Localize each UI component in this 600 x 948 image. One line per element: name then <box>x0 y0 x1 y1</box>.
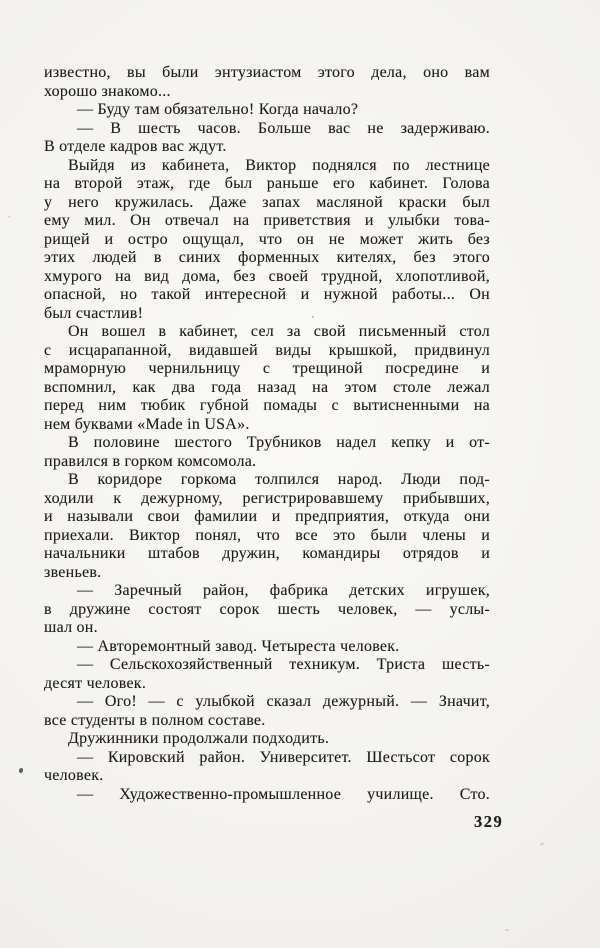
text-line: мраморную чернильницу с трещиной посредине и <box>44 360 490 377</box>
text-line: правился в горком комсомола. <box>44 452 257 470</box>
text-line: ходили к дежурному, регистрировавшему прибывших, <box>44 489 490 507</box>
text-line: человек. <box>44 767 104 784</box>
text-line: — Буду там обязательно! Когда начало? <box>77 101 359 118</box>
text-line: Дружинники продолжали подходить. <box>68 730 330 747</box>
text-line: с исцарапанной, видавшей виды крышкой, придвинул <box>44 341 490 359</box>
text-line: известно, вы были энтузиастом этого дела, оно вам <box>44 64 490 81</box>
text-line: — Кировский район. Университет. Шестьсот сорок <box>77 748 490 766</box>
text-line: все студенты в полном составе. <box>44 711 266 729</box>
text-line: — Ого! — с улыбкой сказал дежурный. — Значит, <box>77 693 490 710</box>
text-line: приехали. Виктор понял, что все это были члены и <box>44 526 490 544</box>
text-line: ему мил. Он отвечал на приветствия и улыбки това- <box>44 212 490 229</box>
text-line: перед ним тюбик губной помады с вытисненными на <box>44 397 490 414</box>
text-line: — Авторемонтный завод. Четыреста человек. <box>77 637 400 655</box>
text-line: этих людей в синих форменных кителях, без этого <box>44 249 490 266</box>
text-line: вспомнил, как два года назад на этом столе лежал <box>44 378 490 396</box>
text-line: нем буквами «Made in USA». <box>44 415 250 433</box>
text-line: на второй этаж, где был раньше его кабинет. Голова <box>44 175 490 192</box>
text-line: начальники штабов дружин, командиры отрядов и <box>44 545 490 562</box>
text-line: хорошо знакомо... <box>44 82 171 100</box>
text-line: В половине шестого Трубников надел кепку и от- <box>68 434 490 451</box>
scan-speck <box>8 216 11 218</box>
page-number: 329 <box>474 812 504 831</box>
page-text <box>44 64 490 804</box>
scan-speck <box>540 842 544 846</box>
text-line: рищей и остро ощущал, что он не может жить без <box>44 230 490 248</box>
text-line: опасной, но такой интересной и нужной работы... Он <box>44 286 490 303</box>
text-line: был счастлив! <box>44 304 144 322</box>
text-line: шал он. <box>44 619 98 636</box>
text-line: — В шесть часов. Больше вас не задерживаю. <box>77 119 490 137</box>
text-line: В коридоре горкома толпился народ. Люди под- <box>68 471 490 488</box>
text-line: в дружине состоят сорок шесть человек, — услы- <box>44 600 490 618</box>
text-line: — Художественно-промышленное училище. Сто. <box>77 785 490 803</box>
text-line: — Сельскохозяйственный техникум. Триста шесть- <box>77 656 490 673</box>
scan-speck <box>505 929 509 931</box>
text-line: Он вошел в кабинет, сел за свой письменный стол <box>68 323 490 340</box>
text-line: Выйдя из кабинета, Виктор поднялся по лестнице <box>68 156 490 174</box>
text-line: хмурого на вид дома, без своей трудной, хлопотливой, <box>44 267 490 285</box>
text-line: у него кружилась. Даже запах масляной краски был <box>44 193 490 211</box>
scan-speck <box>18 767 23 773</box>
text-line: звеньев. <box>44 563 102 581</box>
text-line: десят человек. <box>44 674 147 692</box>
text-line: — Заречный район, фабрика детских игрушек, <box>77 582 490 599</box>
text-line: и называли свои фамилии и предприятия, откуда они <box>44 508 490 525</box>
text-line: В отделе кадров вас ждут. <box>44 138 227 155</box>
scan-speck <box>312 316 314 318</box>
